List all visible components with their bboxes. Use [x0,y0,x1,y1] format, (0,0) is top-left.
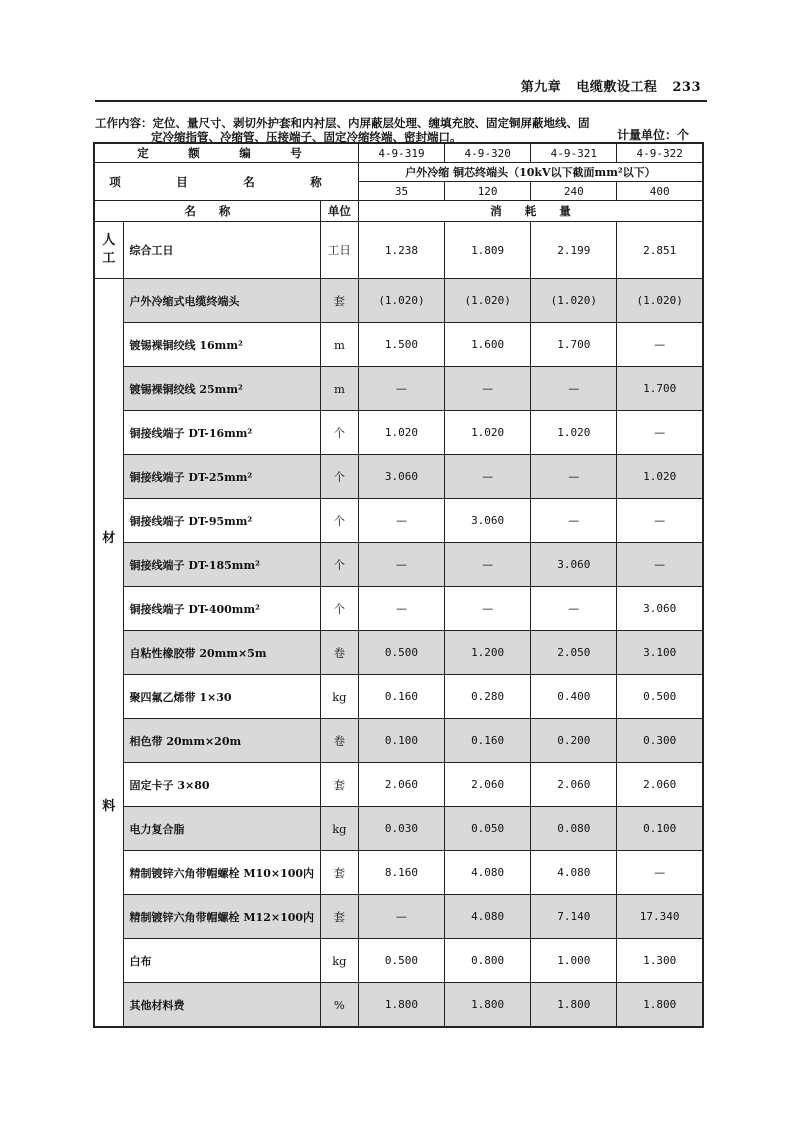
quota-code: 4-9-321 [531,143,617,163]
material-name: 镀锡裸铜绞线 16mm² [123,323,320,367]
material-row [94,543,703,587]
material-unit: 卷 [320,631,358,675]
material-value: (1.020) [617,279,703,323]
material-value: 0.400 [531,675,617,719]
column-unit-header: 单位 [320,201,358,222]
material-category-label-2: 料 [102,799,116,814]
material-row [94,763,703,807]
material-value: — [617,543,703,587]
material-value: 2.050 [531,631,617,675]
material-value: 1.020 [531,411,617,455]
material-value: 1.800 [617,983,703,1028]
quota-number-label: 定 额 编 号 [94,143,358,163]
material-value: 3.060 [531,543,617,587]
material-row [94,587,703,631]
page-number: 233 [672,80,701,95]
material-value: (1.020) [445,279,531,323]
material-value: — [445,543,531,587]
material-value: — [358,499,444,543]
material-row [94,983,703,1028]
material-unit: kg [320,807,358,851]
material-value: 1.000 [531,939,617,983]
material-row [94,499,703,543]
labor-value: 2.851 [617,222,703,279]
material-name: 铜接线端子 DT-95mm² [123,499,320,543]
material-value: — [358,367,444,411]
material-unit: 套 [320,895,358,939]
material-unit: kg [320,675,358,719]
material-value: 8.160 [358,851,444,895]
material-unit: kg [320,939,358,983]
material-name: 自粘性橡胶带 20mm×5m [123,631,320,675]
work-content [95,116,707,144]
material-value: 1.800 [531,983,617,1028]
material-value: 7.140 [531,895,617,939]
material-row [94,367,703,411]
material-value: 0.160 [445,719,531,763]
material-value: 3.100 [617,631,703,675]
material-unit: 套 [320,851,358,895]
material-value: 4.080 [445,895,531,939]
material-value: — [358,895,444,939]
material-value: 2.060 [617,763,703,807]
quota-code: 4-9-320 [445,143,531,163]
work-content-line-2: 定冷缩指管、冷缩管、压接端子、固定冷缩终端、密封端口。 [151,130,462,144]
material-category [94,279,123,1028]
material-value: (1.020) [358,279,444,323]
material-row [94,939,703,983]
material-name: 铜接线端子 DT-400mm² [123,587,320,631]
material-unit: 个 [320,543,358,587]
material-name: 电力复合脂 [123,807,320,851]
material-name: 白布 [123,939,320,983]
material-value: — [445,367,531,411]
material-row [94,631,703,675]
unit-note: 计量单位：个 [616,128,689,142]
material-value: 1.300 [617,939,703,983]
material-value: — [617,411,703,455]
material-value: 2.060 [445,763,531,807]
material-unit: 个 [320,411,358,455]
labor-value: 1.238 [358,222,444,279]
material-value: 0.080 [531,807,617,851]
material-value: 1.600 [445,323,531,367]
project-span-row [94,163,703,182]
material-value: — [358,587,444,631]
project-span-title: 户外冷缩 铜芯终端头（10kV以下截面mm²以下） [358,163,703,182]
labor-name: 综合工日 [123,222,320,279]
material-unit: 套 [320,763,358,807]
project-name-label: 项 目 名 称 [94,163,358,201]
section-value: 400 [617,182,703,201]
material-unit: 卷 [320,719,358,763]
material-value: 1.020 [358,411,444,455]
quota-code: 4-9-319 [358,143,444,163]
material-name: 户外冷缩式电缆终端头 [123,279,320,323]
material-row [94,807,703,851]
material-value: 0.500 [617,675,703,719]
material-value: 1.500 [358,323,444,367]
material-value: 2.060 [531,763,617,807]
material-value: — [358,543,444,587]
material-value: 0.300 [617,719,703,763]
labor-category [94,222,123,279]
material-value: 0.800 [445,939,531,983]
material-value: — [617,851,703,895]
material-name: 铜接线端子 DT-25mm² [123,455,320,499]
labor-value: 1.809 [445,222,531,279]
labor-category-label: 人工 [102,233,116,266]
material-row [94,411,703,455]
section-value: 120 [445,182,531,201]
material-name: 固定卡子 3×80 [123,763,320,807]
material-value: 3.060 [617,587,703,631]
material-row [94,675,703,719]
material-name: 铜接线端子 DT-185mm² [123,543,320,587]
material-value: — [617,323,703,367]
material-row [94,895,703,939]
material-name: 其他材料费 [123,983,320,1028]
material-unit: 个 [320,499,358,543]
material-value: 3.060 [358,455,444,499]
material-value: — [445,455,531,499]
material-value: 0.500 [358,939,444,983]
column-header-row [94,201,703,222]
material-name: 铜接线端子 DT-16mm² [123,411,320,455]
material-value: 0.100 [617,807,703,851]
material-value: 1.700 [531,323,617,367]
material-unit: 个 [320,455,358,499]
material-value: 0.280 [445,675,531,719]
material-value: 4.080 [531,851,617,895]
material-value: (1.020) [531,279,617,323]
column-name-header: 名 称 [94,201,320,222]
material-value: 1.800 [358,983,444,1028]
material-unit: m [320,367,358,411]
material-value: — [531,455,617,499]
header-text [511,76,701,95]
material-value: — [445,587,531,631]
material-row [94,279,703,323]
material-value: 3.060 [445,499,531,543]
page-header [95,72,707,102]
material-value: 17.340 [617,895,703,939]
material-row [94,719,703,763]
section-value: 35 [358,182,444,201]
material-name: 聚四氟乙烯带 1×30 [123,675,320,719]
section-title: 电缆敷设工程 [576,80,658,95]
material-value: 0.030 [358,807,444,851]
material-unit: m [320,323,358,367]
material-value: 0.100 [358,719,444,763]
material-value: 0.200 [531,719,617,763]
work-content-line-1: 工作内容：定位、量尺寸、剥切外护套和内衬层、内屏蔽层处理、缠填充胶、固定铜屏蔽地线、固 [95,116,590,130]
material-name: 精制镀锌六角带帽螺栓 M12×100内 [123,895,320,939]
labor-unit: 工日 [320,222,358,279]
material-row [94,323,703,367]
column-consumption-header: 消 耗 量 [358,201,703,222]
labor-value: 2.199 [531,222,617,279]
material-name: 精制镀锌六角带帽螺栓 M10×100内 [123,851,320,895]
section-value: 240 [531,182,617,201]
material-value: — [617,499,703,543]
material-value: 0.160 [358,675,444,719]
quota-code: 4-9-322 [617,143,703,163]
quota-number-row [94,143,703,163]
material-name: 相色带 20mm×20m [123,719,320,763]
material-row [94,455,703,499]
quota-table [93,142,704,1028]
material-unit: % [320,983,358,1028]
material-value: 0.500 [358,631,444,675]
material-value: 1.800 [445,983,531,1028]
material-unit: 个 [320,587,358,631]
material-value: 2.060 [358,763,444,807]
labor-row [94,222,703,279]
material-value: — [531,367,617,411]
material-row [94,851,703,895]
material-value: 1.020 [445,411,531,455]
material-name: 镀锡裸铜绞线 25mm² [123,367,320,411]
material-category-label-1: 材 [102,531,116,546]
chapter-label: 第九章 [520,80,562,95]
material-value: 0.050 [445,807,531,851]
material-value: 1.700 [617,367,703,411]
material-value: — [531,587,617,631]
material-value: 4.080 [445,851,531,895]
material-value: 1.200 [445,631,531,675]
material-unit: 套 [320,279,358,323]
material-value: 1.020 [617,455,703,499]
material-value: — [531,499,617,543]
